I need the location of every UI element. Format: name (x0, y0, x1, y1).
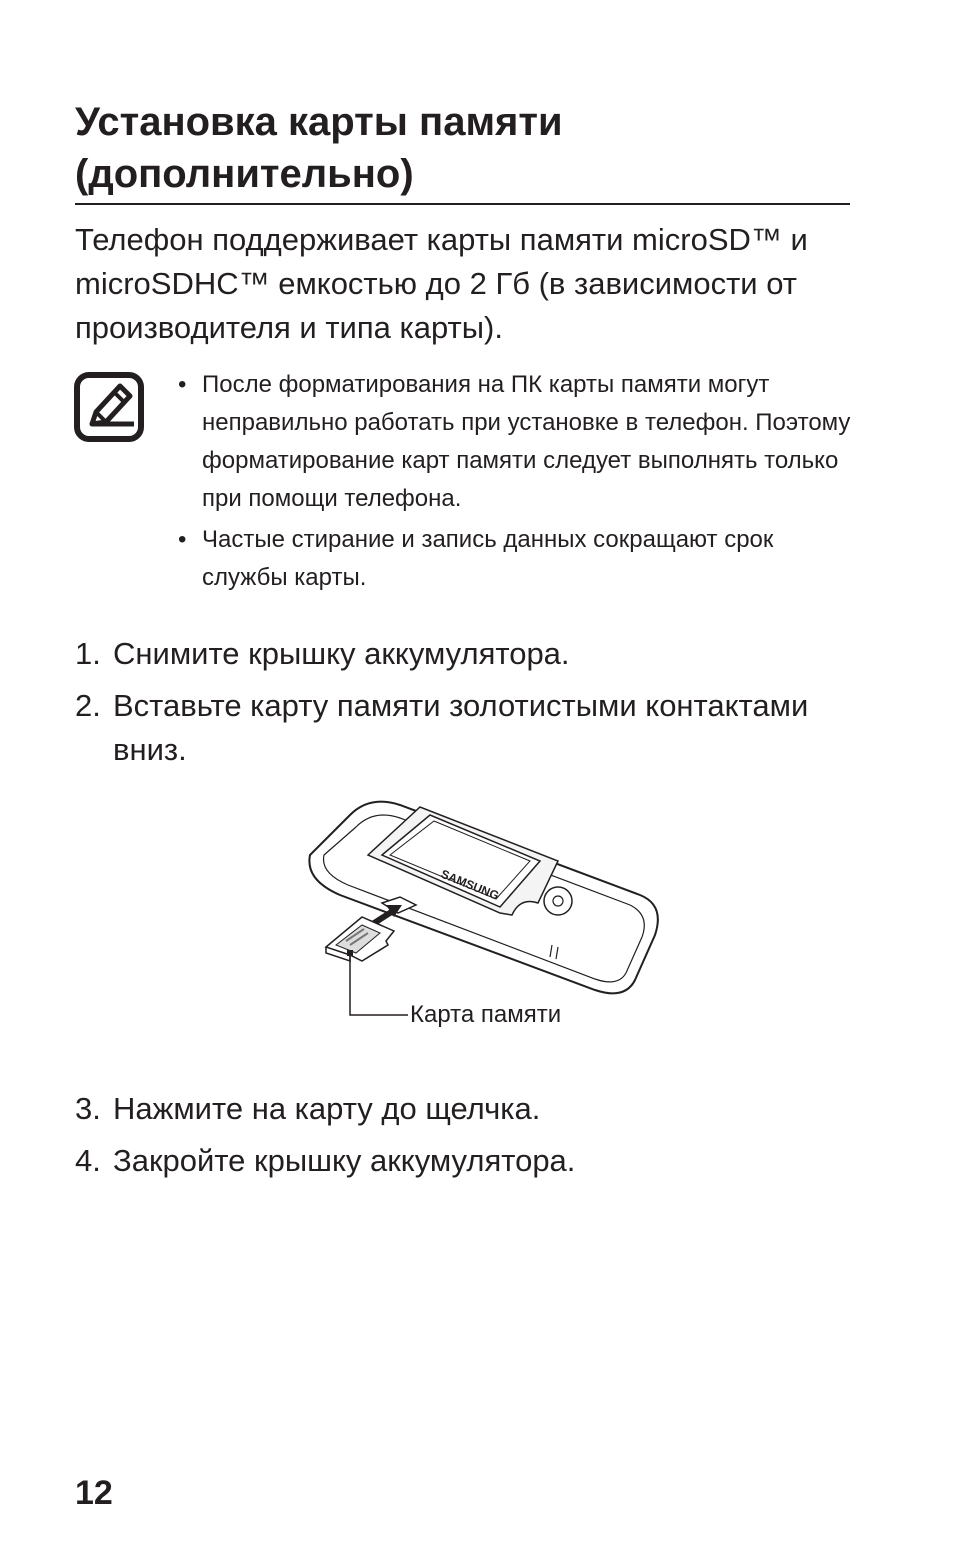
note-pencil-icon (74, 372, 144, 442)
note-list (178, 366, 858, 600)
step-text: Закройте крышку аккумулятора. (113, 1143, 576, 1178)
note-item (178, 366, 858, 518)
step-text: Вставьте карту памяти золотистыми контактами вниз. (113, 688, 809, 767)
step-item (75, 1139, 855, 1183)
memory-card-label: Карта памяти (410, 1001, 562, 1028)
note-item-text: Частые стирание и запись данных сокращают срок службы карты. (202, 526, 774, 591)
steps-list (75, 632, 855, 780)
note-item-text: После форматирования на ПК карты памяти могут неправильно работать при установке в телефон. Поэтому форматирование карт памяти следует выполнять только при помощи телефона. (202, 371, 851, 512)
step-number: 2. (75, 688, 101, 723)
section-title: Установка карты памяти (дополнительно) (75, 100, 563, 196)
bullet-marker: • (178, 371, 187, 398)
step-item (75, 684, 855, 772)
step-item (75, 632, 855, 676)
step-number: 1. (75, 636, 101, 671)
steps-list-continued (75, 1087, 855, 1191)
step-number: 3. (75, 1091, 101, 1126)
step-text: Снимите крышку аккумулятора. (113, 636, 570, 671)
step-item (75, 1087, 855, 1131)
intro-paragraph: Телефон поддерживает карты памяти microSD™ и microSDHC™ емкостью до 2 Гб (в зависимости от производителя и типа карты). (75, 222, 808, 345)
battery-brand-text: SAMSUNG (438, 866, 501, 903)
step-number: 4. (75, 1143, 101, 1178)
note-item (178, 521, 858, 597)
bullet-marker: • (178, 526, 187, 553)
page-number: 12 (75, 1474, 113, 1512)
title-divider (75, 203, 850, 205)
step-text: Нажмите на карту до щелчка. (113, 1091, 541, 1126)
